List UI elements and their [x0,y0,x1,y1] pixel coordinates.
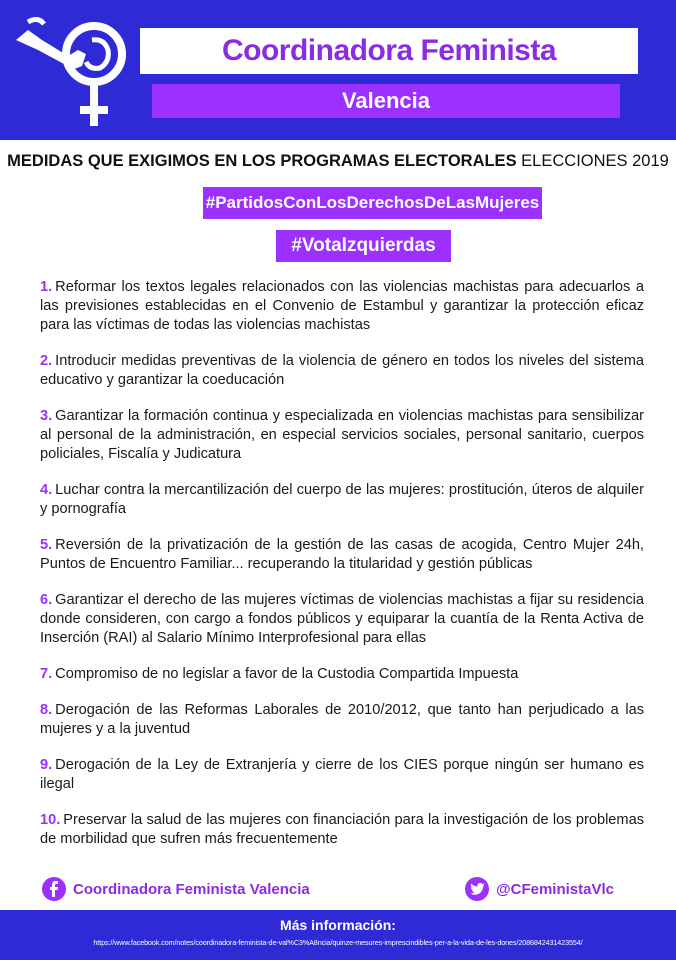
measure-text: Introducir medidas preventivas de la violencia de género en todos los niveles del sistema educativo y garantizar la coeducación [40,353,644,388]
list-item [40,811,644,849]
measure-number: 7. [40,666,53,682]
measure-text: Garantizar el derecho de las mujeres víctimas de violencias machistas a fijar su residencia donde consideren, con cargo a fondos públicos y equiparar la cuantía de la Renta Activa de Inserción (RAI) al Salario Mínimo Interprofesional para ellas [40,592,644,646]
footer-banner [0,910,676,960]
list-item [40,591,644,648]
list-item [40,407,644,464]
facebook-icon [42,877,66,901]
hashtag-vota: #VotaIzquierdas [276,230,451,262]
measure-text: Garantizar la formación continua y especializada en violencias machistas para sensibilizar al personal de la administración, en especial servicios sociales, personal sanitario, cuerpos policiales, Fiscalía y Judicatura [40,408,644,462]
city-label: Valencia [341,88,431,113]
measure-text: Reformar los textos legales relacionados con las violencias machistas para adecuarlos a las previsiones establecidas en el Convenio de Estambul y garantizar la protección eficaz para las víctimas de todas las violencias machistas [40,279,644,333]
twitter-link[interactable] [465,876,614,902]
title-box [140,28,638,74]
measure-text: Derogación de la Ley de Extranjería y cierre de los CIES porque ningún ser humano es ilegal [40,757,644,792]
list-item [40,701,644,739]
measure-number: 5. [40,537,53,553]
twitter-label: @CFeministaVlc [496,880,614,898]
measure-number: 9. [40,757,53,773]
measure-text: Reversión de la privatización de la gestión de las casas de acogida, Centro Mujer 24h, Puntos de Encuentro Familiar... recuperando la titularidad y gestión públicas [40,537,644,572]
list-item [40,278,644,335]
feminist-symbol-icon [8,10,138,132]
list-item [40,481,644,519]
measure-number: 8. [40,702,53,718]
measure-number: 1. [40,279,53,295]
measure-number: 10. [40,812,61,828]
twitter-icon [465,877,489,901]
list-item [40,352,644,390]
measure-number: 2. [40,353,53,369]
measure-text: Preservar la salud de las mujeres con financiación para la investigación de los problemas de morbilidad que sufren más frecuentemente [40,812,644,847]
subtitle-normal: ELECCIONES 2019 [521,152,669,170]
subtitle-bold: MEDIDAS QUE EXIGIMOS EN LOS PROGRAMAS ELECTORALES [7,152,517,170]
measure-text: Compromiso de no legislar a favor de la Custodia Compartida Impuesta [55,666,519,682]
more-info-url[interactable]: https://www.facebook.com/notes/coordinadora-feminista-de-val%C3%A8ncia/quinze-mesures-imprescindibles-per-a-la-vida-de-les-dones/2086842431423554/ [93,938,583,947]
measure-number: 4. [40,482,53,498]
measures-list [40,278,644,866]
facebook-link[interactable] [42,876,310,902]
list-item [40,536,644,574]
list-item [40,665,644,684]
measure-text: Derogación de las Reformas Laborales de 2010/2012, que tanto han perjudicado a las mujeres y a la juventud [40,702,644,737]
subtitle [0,152,676,171]
measure-number: 3. [40,408,53,424]
measure-text: Luchar contra la mercantilización del cuerpo de las mujeres: prostitución, úteros de alquiler y pornografía [40,482,644,517]
city-box [152,84,620,118]
hashtag-partidos: #PartidosConLosDerechosDeLasMujeres [203,187,542,219]
header-banner [0,0,676,140]
page-title: Coordinadora Feminista [221,34,557,67]
list-item [40,756,644,794]
facebook-label: Coordinadora Feminista Valencia [73,880,310,898]
measure-number: 6. [40,592,53,608]
more-info-label: Más información: [280,917,396,933]
